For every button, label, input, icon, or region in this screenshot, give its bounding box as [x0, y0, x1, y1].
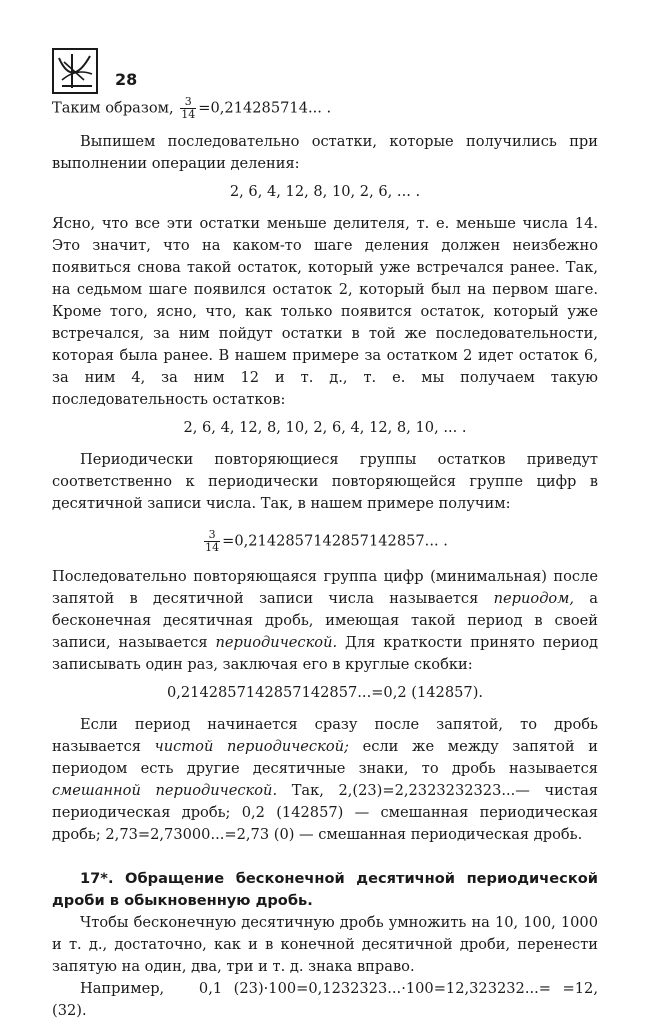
text-run: а бесконечная десятичная дробь, имеющая такой период в своей записи, называется [52, 590, 599, 651]
fraction-denominator: 14 [205, 541, 220, 554]
summary-lead: Таким образом, [52, 99, 179, 117]
paragraph [52, 566, 598, 676]
example-line [52, 978, 598, 1022]
section-title: 17*. Обращение бесконечной десятичной периодической дроби в обыкновенную дробь. [52, 870, 598, 909]
term-mixed-periodic: смешанной периодической. [52, 782, 278, 799]
page-body [52, 96, 598, 1022]
equation: 0,2142857142857142857...=0,2 (142857). [166, 684, 484, 701]
term-period: периодом, [493, 590, 574, 607]
remainder-sequence: 2, 6, 4, 12, 8, 10, 2, 6, 4, 12, 8, 10, ... . [183, 419, 467, 436]
fraction [204, 529, 220, 554]
text-run: если же между запятой и периодом есть другие десятичные знаки, то дробь называется [52, 738, 598, 777]
term-pure-periodic: чистой периодической; [154, 738, 349, 755]
paragraph: Периодически повторяющиеся группы остатков приведут соответственно к периодически повторяющейся группе цифр в десятичной записи числа. Так, в нашем примере получим: [52, 451, 598, 512]
term-periodic: периодической. [215, 634, 338, 651]
paragraph: Чтобы бесконечную десятичную дробь умножить на 10, 100, 1000 и т. д., достаточно, как и в конечной десятичной дроби, перенести запятую на один, два, три и т. д. знака вправо. [52, 914, 598, 975]
equation-value: =0,2142857142857142857... . [222, 532, 448, 550]
paragraph [52, 714, 598, 846]
page-number: 28 [115, 70, 138, 89]
text-run: Для краткости принято период записывать один раз, заключая его в круглые скобки: [52, 634, 598, 673]
example-equation: 0,1 (23)·100=0,1232323...·100=12,323232...= =12, (32). [52, 980, 598, 1019]
fraction [180, 96, 196, 121]
text-run: Если период начинается сразу после запятой, то дробь называется [52, 716, 598, 755]
graph-plot-icon [52, 48, 98, 94]
equation [52, 529, 598, 554]
fraction-numerator: 3 [180, 96, 196, 109]
summary-value: =0,214285714... . [198, 99, 332, 117]
paragraph: Ясно, что все эти остатки меньше делителя, т. е. меньше числа 14. Это значит, что на каком-то шаге деления должен неизбежно появиться снова такой остаток, который уже встречался ранее. Так, на седьмом шаге появился остаток 2, который был на первом шаге. Кроме того, ясно, что, как только появится остаток, который уже встречался, за ним пойдут остатки в той же последовательности, которая была ранее. В нашем примере за остатком 2 идет остаток 6, за ним 4, за ним 12 и т. д., т. е. мы получаем такую последовательность остатков: [52, 215, 598, 408]
fraction-numerator: 3 [204, 529, 220, 542]
text-run: Так, 2,(23)=2,2323232323...— чистая периодическая дробь; 0,2 (142857) — смешанная периодическая дробь; 2,73=2,73000...=2,73 (0) — смешанная периодическая дробь. [52, 782, 598, 843]
fraction-denominator: 14 [181, 108, 196, 121]
remainder-sequence: 2, 6, 4, 12, 8, 10, 2, 6, ... . [229, 183, 421, 200]
example-lead: Например, [80, 980, 165, 997]
paragraph: Выпишем последовательно остатки, которые получились при выполнении операции деления: [52, 133, 598, 172]
text-run: Последовательно повторяющаяся группа цифр (минимальная) после запятой в десятичной записи числа называется [52, 568, 598, 607]
summary-line [52, 96, 598, 121]
